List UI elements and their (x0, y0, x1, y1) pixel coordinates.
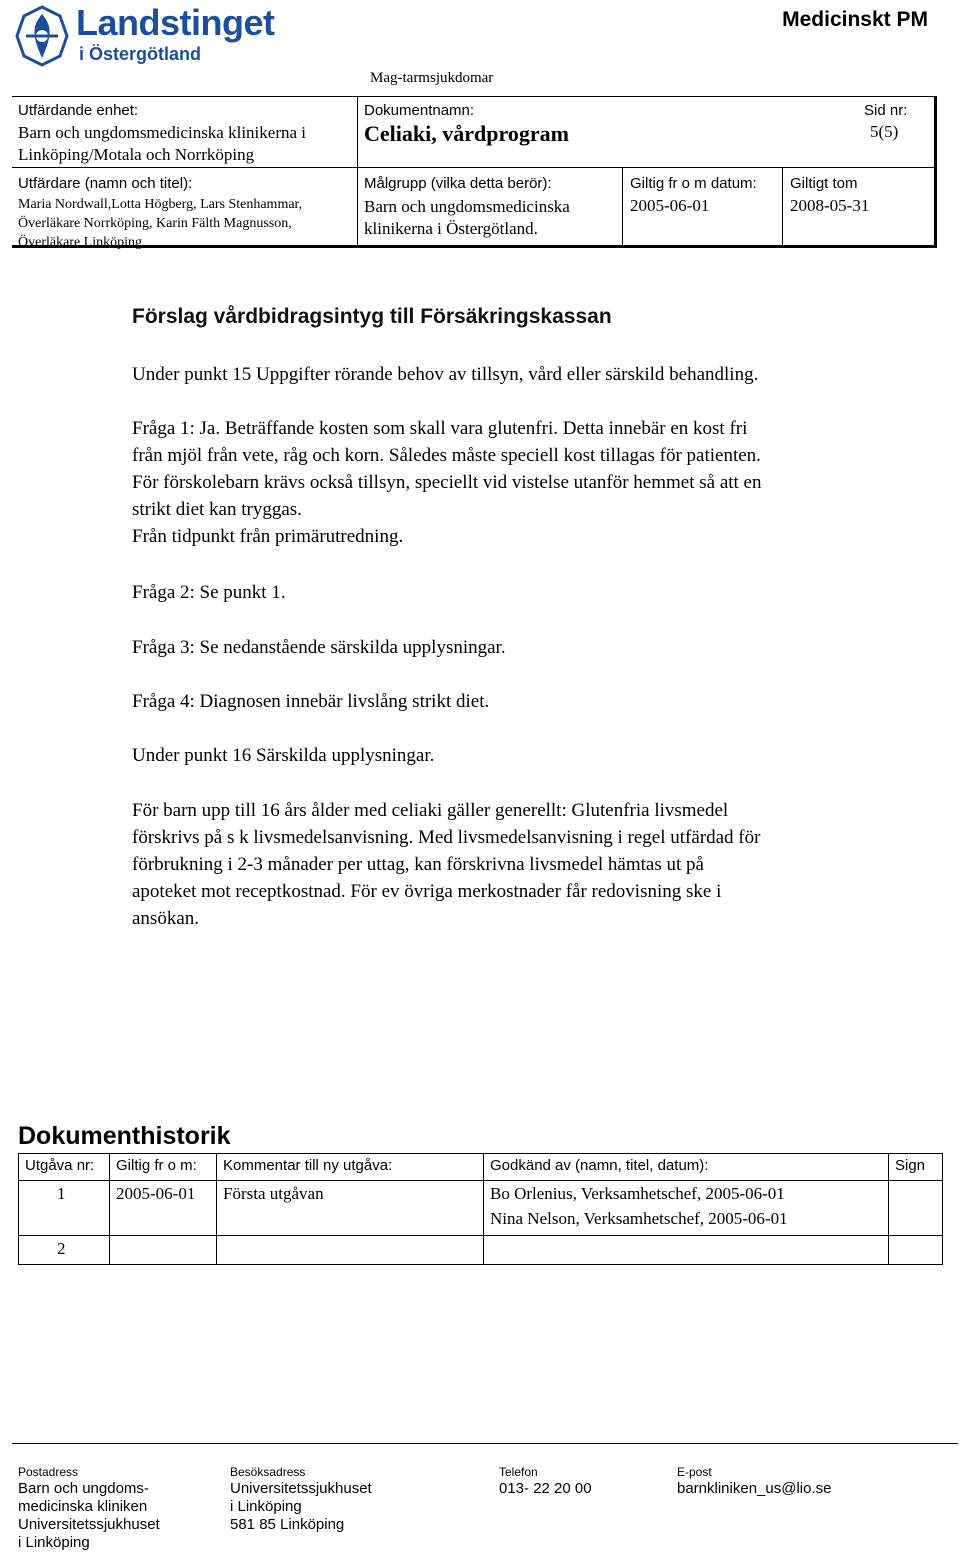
address-line: i Linköping (18, 1534, 90, 1551)
address-line: Barn och ungdoms- (18, 1480, 149, 1497)
issuer-label: Utfärdare (namn och titel): (18, 175, 193, 192)
approver: Bo Orlenius, Verksamhetschef, 2005-06-01 (490, 1184, 785, 1203)
doc-name-value: Celiaki, vårdprogram (364, 121, 569, 146)
column-header: Sign (889, 1154, 943, 1181)
paragraph: Fråga 3: Se nedanstående särskilda upplysningar. (132, 637, 506, 658)
paragraph-line: förskrivs på s k livsmedelsanvisning. Med livsmedelsanvisning i regel utfärdad för (132, 827, 761, 848)
valid-to-value: 2008-05-31 (790, 196, 870, 215)
approved-by (484, 1236, 889, 1265)
divider (782, 167, 783, 247)
email-label: E-post (677, 1465, 712, 1479)
edition-number: 1 (19, 1181, 110, 1236)
approver: Nina Nelson, Verksamhetschef, 2005-06-01 (490, 1209, 788, 1228)
address-line: Universitetssjukhuset (230, 1480, 372, 1497)
paragraph-line: strikt diet kan tryggas. (132, 499, 302, 520)
paragraph-line: förbrukning i 2-3 månader per uttag, kan förskrivna livsmedel hämtas ut på (132, 854, 704, 875)
crest-icon (12, 4, 72, 68)
address-line: Universitetssjukhuset (18, 1516, 160, 1533)
document-header-table (12, 96, 937, 248)
postal-address-label: Postadress (18, 1465, 79, 1479)
page-number-value: 5(5) (870, 122, 899, 141)
paragraph-line: Från tidpunkt från primärutredning. (132, 526, 404, 547)
history-title: Dokumenthistorik (18, 1122, 231, 1150)
phone-label: Telefon (499, 1465, 538, 1479)
footer-divider (12, 1443, 958, 1444)
sign (889, 1236, 943, 1265)
approved-by (484, 1181, 889, 1236)
paragraph-line: För förskolebarn krävs också tillsyn, speciellt vid vistelse utanför hemmet så att en (132, 472, 762, 493)
issuing-unit-label: Utfärdande enhet: (18, 102, 139, 119)
target-group-value: Barn och ungdomsmedicinska klinikerna i Östergötland. (364, 197, 570, 238)
document-type: Medicinskt PM (782, 8, 928, 31)
paragraph-line: från mjöl från vete, råg och korn. Således måste speciell kost tillagas för patienten. (132, 445, 761, 466)
postal-address (18, 1480, 160, 1552)
target-group-label: Målgrupp (vilka detta berör): (364, 175, 552, 192)
doc-name-label: Dokumentnamn: (364, 102, 475, 119)
history-header-row (19, 1154, 943, 1181)
document-category: Mag-tarmsjukdomar (370, 70, 494, 86)
divider (357, 167, 358, 247)
valid-to-label: Giltigt tom (790, 175, 858, 192)
address-line: 581 85 Linköping (230, 1516, 345, 1533)
page-number-label: Sid nr: (864, 102, 908, 119)
phone-number: 013- 22 20 00 (499, 1480, 592, 1497)
address-line: i Linköping (230, 1498, 302, 1515)
landstinget-logo (12, 4, 302, 70)
column-header: Godkänd av (namn, titel, datum): (484, 1154, 889, 1181)
paragraph-line: För barn upp till 16 års ålder med celiaki gäller generellt: Glutenfria livsmedel (132, 800, 729, 821)
divider (622, 167, 623, 247)
valid-from-value: 2005-06-01 (630, 196, 710, 215)
paragraph-line: Fråga 1: Ja. Beträffande kosten som skall vara glutenfri. Detta innebär en kost fri (132, 418, 748, 439)
column-header: Kommentar till ny utgåva: (217, 1154, 484, 1181)
comment: Första utgåvan (217, 1181, 484, 1236)
column-header: Utgåva nr: (19, 1154, 110, 1181)
paragraph: Fråga 4: Diagnosen innebär livslång strikt diet. (132, 691, 490, 712)
comment (217, 1236, 484, 1265)
address-line: medicinska kliniken (18, 1498, 148, 1515)
paragraph: Under punkt 16 Särskilda upplysningar. (132, 745, 435, 766)
table-row (19, 1181, 943, 1236)
logo-subtitle: i Östergötland (79, 44, 202, 64)
paragraph-line: apoteket mot receptkostnad. För ev övriga merkostnader får redovisning ske i (132, 881, 722, 902)
column-header: Giltig fr o m: (110, 1154, 217, 1181)
visit-address-label: Besöksadress (230, 1465, 306, 1479)
divider (357, 97, 358, 167)
section-heading: Förslag vårdbidragsintyg till Försäkringskassan (132, 305, 612, 328)
paragraph-line: ansökan. (132, 908, 200, 929)
issuer-value: Maria Nordwall,Lotta Högberg, Lars Stenhammar, Överläkare Norrköping, Karin Fälth Magnusson, Överläkare Linköping (18, 197, 303, 250)
paragraph: Fråga 2: Se punkt 1. (132, 582, 286, 603)
email-address: barnkliniken_us@lio.se (677, 1480, 832, 1497)
valid-from-date: 2005-06-01 (110, 1181, 217, 1236)
paragraph: Under punkt 15 Uppgifter rörande behov av tillsyn, vård eller särskild behandling. (132, 364, 759, 385)
edition-number: 2 (19, 1236, 110, 1265)
table-row (19, 1236, 943, 1265)
sign (889, 1181, 943, 1236)
valid-from-label: Giltig fr o m datum: (630, 175, 757, 192)
history-table (18, 1153, 943, 1265)
issuing-unit-value: Barn och ungdomsmedicinska klinikerna i Linköping/Motala och Norrköping (18, 123, 306, 164)
logo-wordmark: Landstinget (76, 2, 275, 43)
divider (12, 167, 937, 168)
valid-from-date (110, 1236, 217, 1265)
visit-address (230, 1480, 372, 1534)
